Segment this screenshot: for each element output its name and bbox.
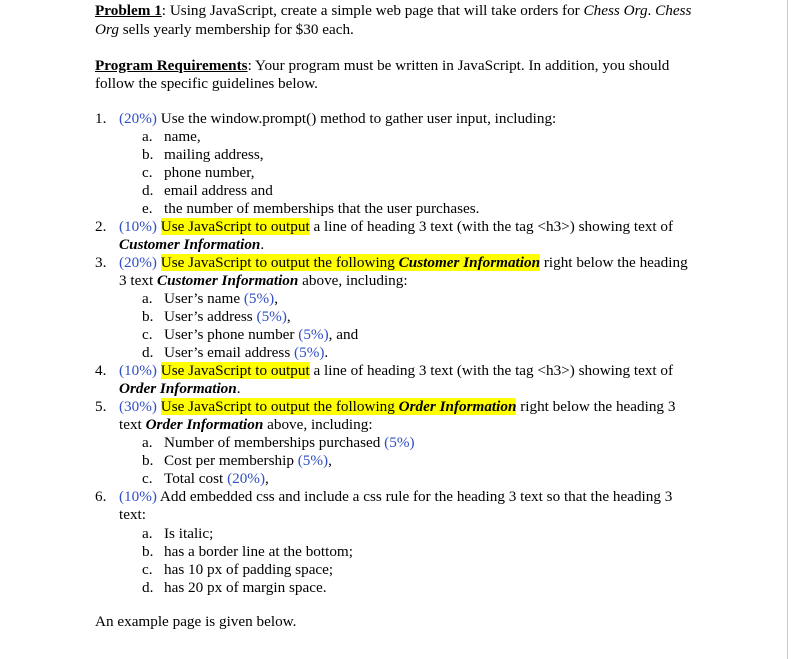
sub-item: d. has 20 px of margin space. [142, 579, 327, 596]
list-item-5: 5. (30%) Use JavaScript to output the following Order Information right below the heading 3 [95, 398, 676, 415]
sub-item: b. Cost per membership (5%), [142, 452, 332, 469]
highlight: Use JavaScript to output the following Order Information [160, 398, 517, 415]
requirements-heading: Program Requirements [95, 57, 248, 74]
sub-item: d. User’s email address (5%). [142, 344, 329, 361]
sub-item: a. Is italic; [142, 525, 214, 542]
requirements-line-2: follow the specific guidelines below. [95, 75, 318, 92]
sub-item: d. email address and [142, 182, 273, 199]
sub-item: b. mailing address, [142, 146, 264, 163]
highlight: Use JavaScript to output [160, 362, 310, 379]
list-item-1: 1. (20%) Use the window.prompt() method to gather user input, including: [95, 110, 557, 127]
sub-item: c. has 10 px of padding space; [142, 561, 334, 578]
sub-item: a. User’s name (5%), [142, 290, 279, 307]
sub-item: c. phone number, [142, 164, 255, 181]
list-item-6: 6. (10%) Add embedded css and include a css rule for the heading 3 text so that the heading 3 [95, 488, 673, 505]
sub-item: c. Total cost (20%), [142, 470, 269, 487]
example-note: An example page is given below. [95, 613, 297, 630]
list-item-3-cont: 3 text Customer Information above, including: [119, 272, 408, 289]
list-item-4: 4. (10%) Use JavaScript to output a line of heading 3 text (with the tag <h3>) showing text of [95, 362, 674, 379]
list-item-6-cont: text: [119, 506, 146, 523]
sub-item: b. User’s address (5%), [142, 308, 291, 325]
sub-item: a. Number of memberships purchased (5%) [142, 434, 415, 451]
highlight: Use JavaScript to output [160, 218, 310, 235]
sub-item: b. has a border line at the bottom; [142, 543, 353, 560]
sub-item: a. name, [142, 128, 201, 145]
list-item-2-cont: Customer Information. [119, 236, 265, 253]
list-item-3: 3. (20%) Use JavaScript to output the following Customer Information right below the heading [95, 254, 688, 271]
list-item-4-cont: Order Information. [119, 380, 241, 397]
problem-intro-line-1: Problem 1: Using JavaScript, create a simple web page that will take orders for Chess Org. Chess [95, 2, 692, 19]
highlight: Use JavaScript to output the following Customer Information [160, 254, 541, 271]
list-item-5-cont: text Order Information above, including: [119, 416, 373, 433]
sub-item: e. the number of memberships that the user purchases. [142, 200, 480, 217]
problem-intro-line-2: Org sells yearly membership for $30 each. [95, 21, 354, 38]
problem-heading: Problem 1 [95, 2, 162, 19]
page-right-border [787, 0, 788, 659]
sub-item: c. User’s phone number (5%), and [142, 326, 359, 343]
list-item-2: 2. (10%) Use JavaScript to output a line of heading 3 text (with the tag <h3>) showing text of [95, 218, 674, 235]
requirements-line-1: Program Requirements: Your program must be written in JavaScript. In addition, you should [95, 57, 670, 74]
